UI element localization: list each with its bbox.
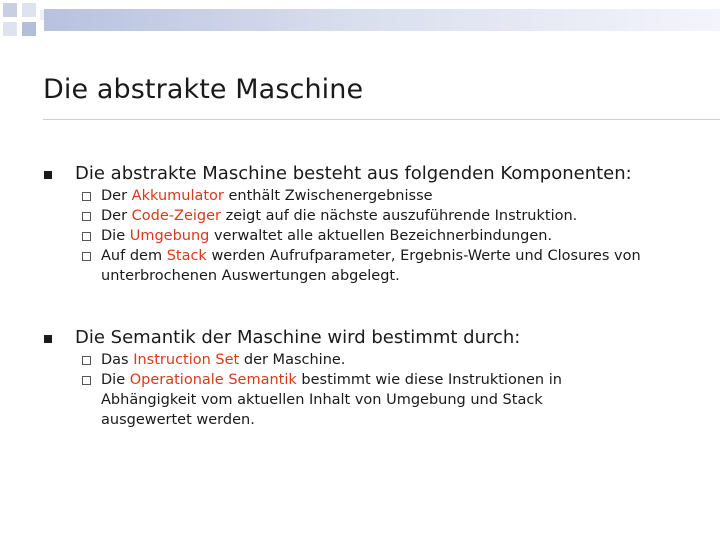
- text-fragment: der Maschine.: [239, 352, 346, 368]
- hollow-square-bullet-icon: [82, 212, 91, 221]
- text-fragment: Die: [101, 372, 130, 388]
- list-item: [82, 186, 681, 206]
- list-item-text: [101, 350, 681, 370]
- highlighted-term: Umgebung: [129, 228, 210, 244]
- slide-title: Die abstrakte Maschine: [43, 74, 364, 105]
- list-item: [82, 350, 681, 370]
- header-gradient-bar: [44, 9, 720, 31]
- main-bullet-text: Die abstrakte Maschine besteht aus folgenden Komponenten:: [75, 163, 632, 184]
- text-fragment: bestimmt wie diese Instruktionen in Abhängigkeit vom aktuellen Inhalt von Umgebung und Stack ausgewertet werden.: [101, 372, 562, 428]
- list-item-text: [101, 186, 681, 206]
- list-item: [82, 246, 681, 286]
- highlighted-term: Instruction Set: [133, 352, 240, 368]
- decorative-square: [3, 22, 17, 36]
- decorative-square: [22, 3, 36, 17]
- hollow-square-bullet-icon: [82, 356, 91, 365]
- highlighted-term: Akkumulator: [131, 188, 224, 204]
- text-fragment: zeigt auf die nächste auszuführende Instruktion.: [221, 208, 578, 224]
- text-fragment: werden Aufrufparameter, Ergebnis-Werte und Closures von unterbrochenen Auswertungen abgelegt.: [101, 248, 641, 284]
- highlighted-term: Operationale Semantik: [129, 372, 297, 388]
- list-item-text: [101, 246, 681, 286]
- list-item-text: [101, 226, 681, 246]
- text-fragment: verwaltet alle aktuellen Bezeichnerbindungen.: [209, 228, 553, 244]
- list-item-text: [101, 370, 621, 430]
- text-fragment: Auf dem: [101, 248, 167, 264]
- sub-list-components: [82, 186, 681, 286]
- highlighted-term: Stack: [166, 248, 207, 264]
- list-item-text: [101, 206, 681, 226]
- text-fragment: Der: [101, 208, 132, 224]
- hollow-square-bullet-icon: [82, 376, 91, 385]
- highlighted-term: Code-Zeiger: [131, 208, 221, 224]
- list-item: [82, 206, 681, 226]
- text-fragment: Die: [101, 228, 130, 244]
- square-bullet-icon: [44, 335, 52, 343]
- hollow-square-bullet-icon: [82, 252, 91, 261]
- decorative-square: [22, 22, 36, 36]
- square-bullet-icon: [44, 171, 52, 179]
- list-item: [82, 226, 681, 246]
- title-divider: [43, 119, 720, 120]
- list-item: [82, 370, 681, 430]
- sub-list-semantics: [82, 350, 681, 430]
- decorative-square: [3, 3, 17, 17]
- hollow-square-bullet-icon: [82, 232, 91, 241]
- main-bullet-text: Die Semantik der Maschine wird bestimmt durch:: [75, 327, 521, 348]
- text-fragment: enthält Zwischenergebnisse: [223, 188, 433, 204]
- text-fragment: Das: [101, 352, 134, 368]
- text-fragment: Der: [101, 188, 132, 204]
- hollow-square-bullet-icon: [82, 192, 91, 201]
